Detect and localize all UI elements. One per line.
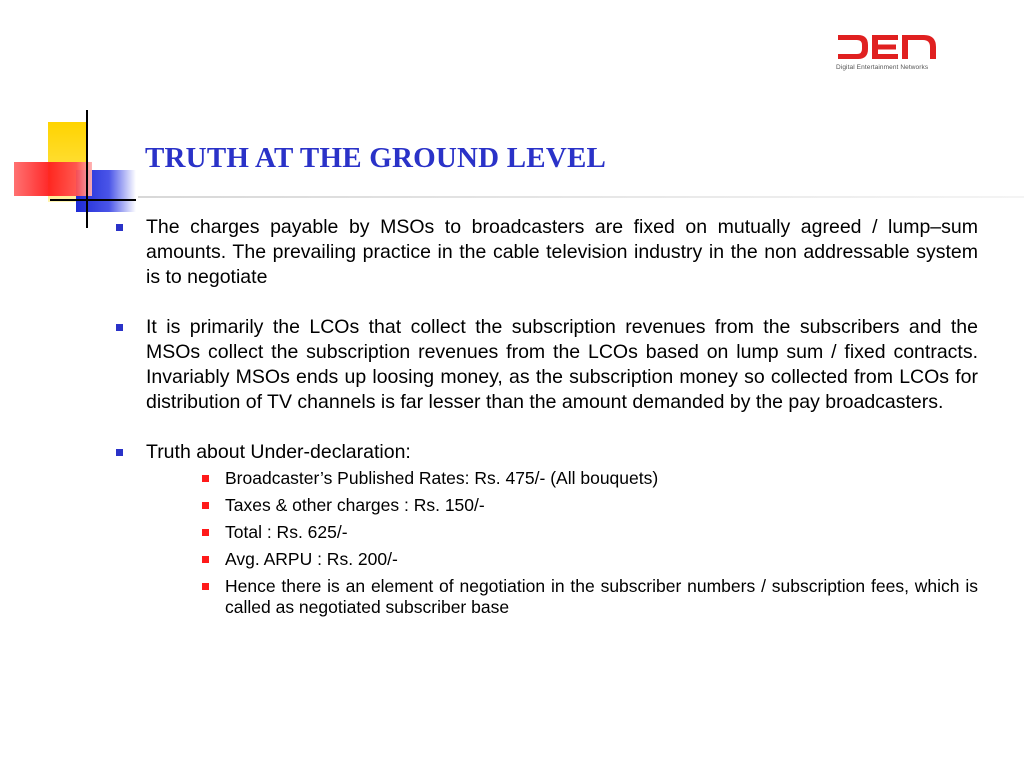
sub-bullet-item [180, 576, 978, 618]
bullet-text: It is primarily the LCOs that collect the subscription revenues from the subscribers and the MSOs collect the subscription revenues from the LCOs based on lump sum / fixed contracts. Invariably MSOs ends up loosing money, as the subscription money so collected from LCOs for distribution of TV channels is far lesser than the amount demanded by the pay broadcasters. [146, 316, 978, 413]
sub-bullet-text: Broadcaster’s Published Rates: Rs. 475/- (All bouquets) [225, 468, 659, 488]
decor-horizontal-line [50, 199, 136, 201]
bullet-text: Truth about Under-declaration: [146, 441, 411, 463]
square-bullet-icon [116, 449, 123, 456]
sub-bullet-item [180, 495, 978, 516]
sub-bullet-text: Taxes & other charges : Rs. 150/- [225, 495, 485, 515]
red-square-bullet-icon [202, 475, 209, 482]
sub-bullet-item [180, 468, 978, 489]
bullet-list [112, 215, 978, 618]
slide-title: TRUTH AT THE GROUND LEVEL [145, 142, 607, 174]
bullet-item [112, 215, 978, 290]
sub-bullet-item [180, 549, 978, 570]
den-logo [836, 31, 940, 75]
sub-bullet-text: Hence there is an element of negotiation in the subscriber numbers / subscription fees, which is called as negotiated subscriber base [225, 576, 978, 617]
square-bullet-icon [116, 324, 123, 331]
sub-bullet-text: Avg. ARPU : Rs. 200/- [225, 549, 398, 569]
red-square-bullet-icon [202, 556, 209, 563]
decor-red-block [14, 162, 92, 196]
sub-bullet-text: Total : Rs. 625/- [225, 522, 348, 542]
red-square-bullet-icon [202, 502, 209, 509]
red-square-bullet-icon [202, 583, 209, 590]
sub-bullet-list [180, 468, 978, 618]
title-underline [138, 196, 1024, 198]
bullet-item [112, 315, 978, 415]
sub-bullet-item [180, 522, 978, 543]
decor-vertical-line [86, 110, 88, 228]
den-logo-mark [836, 31, 940, 63]
bullet-text: The charges payable by MSOs to broadcasters are fixed on mutually agreed / lump–sum amounts. The prevailing practice in the cable television industry in the non addressable system is to negotiate [146, 216, 978, 288]
logo-tagline: Digital Entertainment Networks [836, 64, 929, 71]
red-square-bullet-icon [202, 529, 209, 536]
square-bullet-icon [116, 224, 123, 231]
bullet-item [112, 440, 978, 618]
